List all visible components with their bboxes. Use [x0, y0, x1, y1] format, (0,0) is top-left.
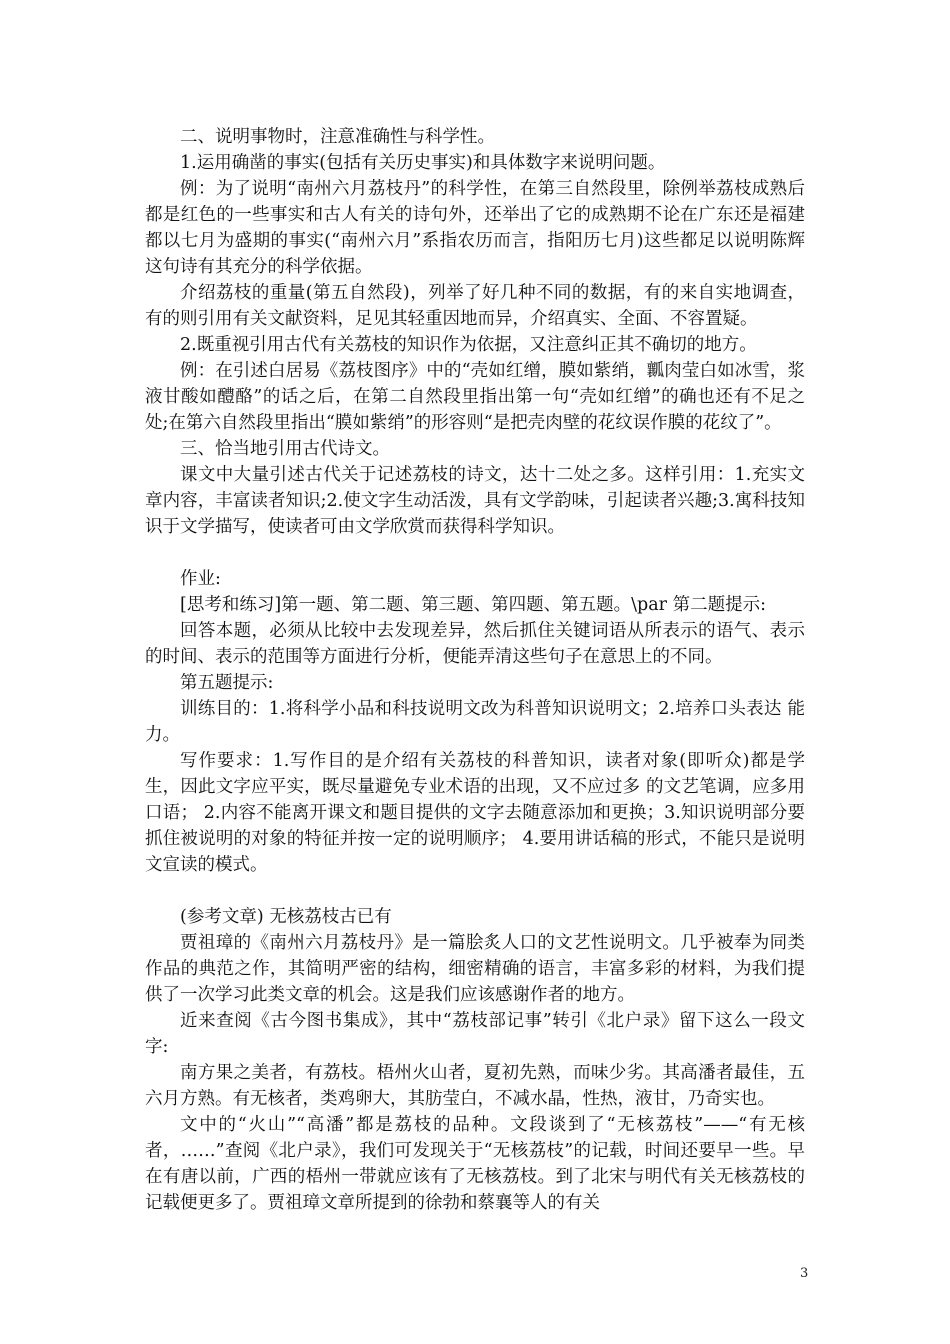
- paragraph-section-three-heading: 三、恰当地引用古代诗文。: [180, 439, 390, 459]
- blank-line: [145, 540, 805, 566]
- paragraph-reference-source: 近来查阅《古今图书集成》，其中“荔枝部记事”转引《北户录》留下这么一段文字:: [145, 1011, 805, 1057]
- paragraph-homework-heading: 作业:: [180, 569, 221, 589]
- paragraph-point-two: 2.既重视引用古代有关荔枝的知识作为依据，又注意纠正其不确切的地方。: [180, 335, 757, 355]
- blank-line: [145, 878, 805, 904]
- paragraph-example-bai-juyi: 例：在引述白居易《荔枝图序》中的“壳如红缯，膜如紫绡，瓤肉莹白如冰雪，浆液甘酸如醴酪”的话之后，在第二自然段里指出第一句“壳如红缯”的确也还有不足之处;在第六自然段里指出“膜如紫绡”的形容则“是把壳肉壁的花纹误作膜的花纹了”。: [145, 361, 805, 433]
- paragraph-point-one: 1.运用确凿的事实(包括有关历史事实)和具体数字来说明问题。: [180, 153, 666, 173]
- paragraph-weight: 介绍荔枝的重量(第五自然段)，列举了好几种不同的数据，有的来自实地调查，有的则引用有关文献资料，足见其轻重因地而异，介绍真实、全面、不容置疑。: [145, 283, 805, 329]
- paragraph-section-two-heading: 二、说明事物时，注意准确性与科学性。: [180, 127, 495, 147]
- paragraph-quoted-passage: 南方果之美者，有荔枝。梧州火山者，夏初先熟，而味少劣。其高潘者最佳，五六月方熟。有无核者，类鸡卵大，其肪莹白，不减水晶，性热，液甘，乃奇实也。: [145, 1063, 805, 1109]
- paragraph-question-two-hint: 回答本题，必须从比较中去发现差异，然后抓住关键词语从所表示的语气、表示的时间、表示的范围等方面进行分析，便能弄清这些句子在意思上的不同。: [145, 621, 805, 667]
- page-number: 3: [800, 1266, 809, 1281]
- paragraph-question-five-heading: 第五题提示:: [180, 673, 274, 693]
- paragraph-reference-intro: 贾祖璋的《南州六月荔枝丹》是一篇脍炙人口的文艺性说明文。几乎被奉为同类作品的典范之作，其简明严密的结构，细密精确的语言，丰富多彩的材料，为我们提供了一次学习此类文章的机会。这是我们应该感谢作者的地方。: [145, 933, 805, 1005]
- paragraph-seedless-lychee: 文中的“火山”“高潘”都是荔枝的品种。文段谈到了“无核荔枝”——“有无核者，……”查阅《北户录》，我们可发现关于“无核荔枝”的记载，时间还要早一些。早在有唐以前，广西的梧州一带就应该有了无核荔枝。到了北宋与明代有关无核荔枝的记载便更多了。贾祖璋文章所提到的徐勃和蔡襄等人的有关: [145, 1115, 805, 1213]
- paragraph-example-ripening: 例：为了说明“南州六月荔枝丹”的科学性，在第三自然段里，除例举荔枝成熟后都是红色的一些事实和古人有关的诗句外，还举出了它的成熟期不论在广东还是福建都以七月为盛期的事实(“南州六月”系指农历而言，指阳历七月)这些都足以说明陈辉这句诗有其充分的科学依据。: [145, 179, 805, 277]
- paragraph-quotation-purpose: 课文中大量引述古代关于记述荔枝的诗文，达十二处之多。这样引用：1.充实文章内容，丰富读者知识;2.使文字生动活泼，具有文学韵味，引起读者兴趣;3.寓科技知识于文学描写，使读者可由文学欣赏而获得科学知识。: [145, 465, 805, 537]
- document-body: [145, 124, 805, 1216]
- paragraph-reference-title: (参考文章) 无核荔枝古已有: [180, 907, 392, 927]
- paragraph-exercises: [思考和练习]第一题、第二题、第三题、第四题、第五题。\par 第二题提示:: [180, 595, 767, 615]
- paragraph-training-goal: 训练目的：1.将科学小品和科技说明文改为科普知识说明文；2.培养口头表达 能力。: [145, 699, 805, 745]
- paragraph-writing-requirements: 写作要求：1.写作目的是介绍有关荔枝的科普知识，读者对象(即听众)都是学 生，因此文字应平实，既尽量避免专业术语的出现，又不应过多 的文艺笔调，应多用口语； 2.内容不能离开课文和题目提供的文字去随意添加和更换；3.知识说明部分要抓住被说明的对象的特征并按一定的说明顺序； 4.要用讲话稿的形式，不能只是说明文宣读的模式。: [145, 751, 805, 875]
